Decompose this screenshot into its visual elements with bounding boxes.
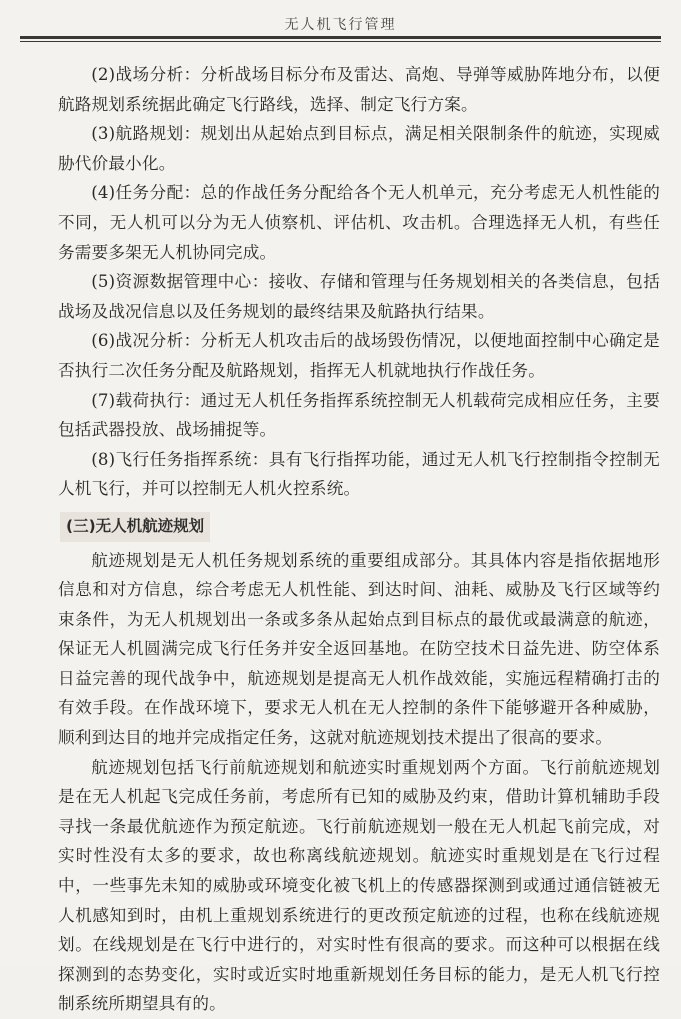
page-body <box>58 60 660 1019</box>
list-item-task-allocation: (4)任务分配：总的作战任务分配给各个无人机单元，充分考虑无人机性能的不同，无人机可以分为无人侦察机、评估机、攻击机。合理选择无人机，有些任务需要多架无人机协同完成。 <box>58 183 660 262</box>
list-item-battlefield-analysis: (2)战场分析：分析战场目标分布及雷达、高炮、导弹等威胁阵地分布，以便航路规划系统据此确定飞行路线，选择、制定飞行方案。 <box>58 65 660 114</box>
body-paragraph: 航迹规划是无人机任务规划系统的重要组成部分。其具体内容是指依据地形信息和对方信息，综合考虑无人机性能、到达时间、油耗、威胁及飞行区域等约束条件，为无人机规划出一条或多条从起始点到目标点的最优或最满意的航迹，保证无人机圆满完成飞行任务并安全返回基地。在防空技术日益先进、防空体系日益完善的现代战争中，航迹规划是提高无人机作战效能，实施远程精确打击的有效手段。在作战环境下，要求无人机在无人控制的条件下能够避开各种威胁，顺利到达目的地并完成指定任务，这就对航迹规划技术提出了很高的要求。 <box>58 550 660 748</box>
header-rule-thin <box>20 41 661 42</box>
list-item-data-management-center: (5)资源数据管理中心：接收、存储和管理与任务规划相关的各类信息，包括战场及战况信息以及任务规划的最终结果及航路执行结果。 <box>58 272 660 321</box>
running-header-title: 无人机飞行管理 <box>284 17 397 33</box>
header-rule-thick <box>20 36 661 39</box>
section-heading <box>58 512 660 542</box>
section-heading-text: (三)无人机航迹规划 <box>60 512 210 542</box>
list-item-combat-situation-analysis: (6)战况分析：分析无人机攻击后的战场毁伤情况，以便地面控制中心确定是否执行二次任务分配及航路规划，指挥无人机就地执行作战任务。 <box>58 331 660 380</box>
list-item-route-planning: (3)航路规划：规划出从起始点到目标点，满足相关限制条件的航迹，实现威胁代价最小化。 <box>58 124 660 173</box>
list-item-payload-execution: (7)载荷执行：通过无人机任务指挥系统控制无人机载荷完成相应任务，主要包括武器投放、战场捕捉等。 <box>58 390 660 440</box>
body-paragraph: 航迹规划包括飞行前航迹规划和航迹实时重规划两个方面。飞行前航迹规划是在无人机起飞完成任务前，考虑所有已知的威胁及约束，借助计算机辅助手段寻找一条最优航迹作为预定航迹。飞行前航迹规划一般在无人机起飞前完成，对实时性没有太多的要求，故也称离线航迹规划。航迹实时重规划是在飞行过程中，一些事先未知的威胁或环境变化被飞机上的传感器探测到或通过通信链被无人机感知到时，由机上重规划系统进行的更改预定航迹的过程，也称在线航迹规划。在线规划是在飞行中进行的，对实时性有很高的要求。而这种可以根据在线探测到的态势变化，实时或近实时地重新规划任务目标的能力，是无人机飞行控制系统所期望具有的。 <box>58 757 660 1014</box>
list-item-flight-command-system: (8)飞行任务指挥系统：具有飞行指挥功能，通过无人机飞行控制指令控制无人机飞行，并可以控制无人机火控系统。 <box>58 449 660 499</box>
